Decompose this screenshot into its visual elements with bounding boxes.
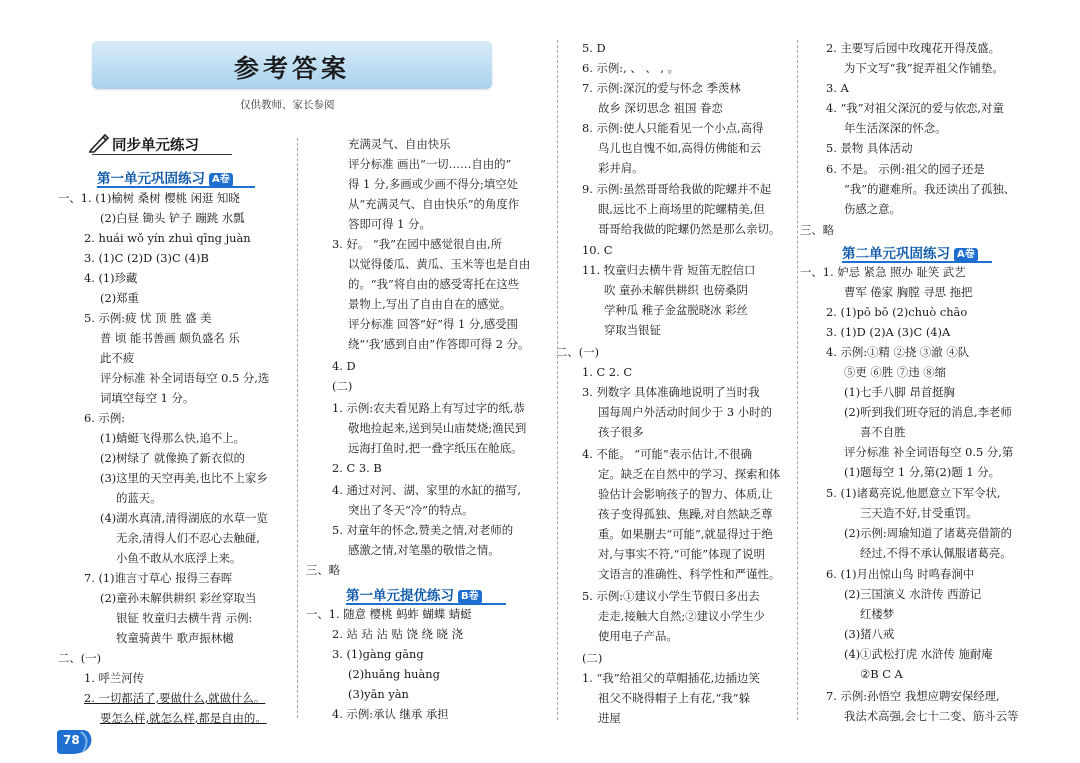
answer-line: 评分标准 补全词语每空 0.5 分,第 <box>844 445 1014 459</box>
unit-heading-2 <box>346 584 482 604</box>
answer-line: 4. 不能。 “可能”表示估计,不很确 <box>582 447 753 461</box>
answer-line: 3. (1)C (2)D (3)C (4)B <box>84 251 209 265</box>
answer-line: 银钲 牧童归去横牛背 示例: <box>116 611 253 625</box>
page-number-badge <box>55 729 95 755</box>
answer-line: 一、1. 随意 樱桃 蚂蚱 蝴蝶 蜻蜓 <box>306 607 472 621</box>
answer-line: 5. 示例:①建议小学生节假日多出去 <box>582 589 760 603</box>
section-heading: 同步单元练习 <box>112 138 199 154</box>
answer-line: 国每周户外活动时间少于 3 小时的 <box>598 405 772 419</box>
answer-line: 1. 示例:农夫看见路上有写过字的纸,恭 <box>332 401 525 415</box>
answer-line: 远海打鱼时,把一叠字纸压在舱底。 <box>348 441 523 455</box>
answer-line: (1)七手八脚 昂首挺胸 <box>844 385 955 399</box>
answer-line: 6. 示例:, 、 、 , 。 <box>582 61 680 75</box>
answer-line: 答即可得 1 分。 <box>348 217 431 231</box>
answer-line: 一、1. (1)榆树 桑树 樱桃 闲逛 知晓 <box>58 191 240 205</box>
answer-line: 红楼梦 <box>860 607 895 621</box>
answer-line: 走走,接触大自然;②建议小学生少 <box>598 609 765 623</box>
answer-line: 2. 主要写后园中玫瑰花开得茂盛。 <box>826 41 1000 55</box>
answer-line: 故乡 深切思念 祖国 眷恋 <box>598 101 723 115</box>
answer-line: 5. D <box>582 41 606 55</box>
answer-line: 11. 牧童归去横牛背 短笛无腔信口 <box>582 263 756 277</box>
answer-line: 文语言的准确性、科学性和严谨性。 <box>598 567 781 581</box>
answer-line: 突出了冬天“冷”的特点。 <box>348 503 474 517</box>
answer-line: 6. 不是。 示例:祖父的园子还是 <box>826 162 985 176</box>
answer-line: 哥哥给我做的陀螺仍然是那么亲切。 <box>598 222 781 236</box>
answer-line: 评分标准 补全词语每空 0.5 分,选 <box>100 371 270 385</box>
answer-line: 6. (1)月出惊山鸟 时鸣春涧中 <box>826 567 975 581</box>
answer-line: 敬地捡起来,送到吴山庙焚烧;渔民到 <box>348 421 527 435</box>
answer-line: 9. 示例:虽然哥哥给我做的陀螺并不起 <box>582 182 772 196</box>
answer-line: (二) <box>582 651 603 665</box>
unit-heading-1 <box>97 167 233 187</box>
answer-line: 孩子很多 <box>598 425 644 439</box>
divider-1 <box>297 138 298 718</box>
answer-line: 1. 呼兰河传 <box>84 671 145 685</box>
answer-line: (2)郑重 <box>100 291 139 305</box>
divider-2 <box>557 40 558 720</box>
answer-line: 经过,不得不承认佩服诸葛亮。 <box>860 546 1012 560</box>
answer-line: 5. 对童年的怀念,赞美之情,对老师的 <box>332 523 514 537</box>
answer-line: (二) <box>332 379 353 393</box>
answer-line: 此不疲 <box>100 351 135 365</box>
answer-line: 使用电子产品。 <box>598 629 678 643</box>
answer-line: 二、(一) <box>58 651 102 665</box>
answer-line: 6. 示例: <box>84 411 126 425</box>
level-badge: A卷 <box>209 173 233 187</box>
answer-line: “我”的避难所。我还读出了孤独、 <box>844 182 1016 196</box>
answer-line: 喜不自胜 <box>860 425 906 439</box>
answer-line: 一、1. 妒忌 紧急 照办 耻笑 武艺 <box>800 265 966 279</box>
unit-title: 第一单元提优练习 <box>346 588 454 604</box>
answer-line: 7. 示例:孙悟空 我想应聘安保经理, <box>826 689 1000 703</box>
answer-line: 2. C 3. B <box>332 461 382 475</box>
answer-line: 小鱼不敢从水底浮上来。 <box>116 551 242 565</box>
answer-line: 10. C <box>582 243 613 257</box>
answer-line: (1)题每空 1 分,第(2)题 1 分。 <box>844 465 1000 479</box>
answer-line: 绕“‘我’感到自由”作答即可得 2 分。 <box>348 337 530 351</box>
answer-line: (2)树绿了 就像换了新衣似的 <box>100 451 246 465</box>
answer-line: 3. 列数字 具体准确地说明了当时我 <box>582 385 760 399</box>
answer-line: (4)湖水真清,清得湖底的水草一览 <box>100 511 268 525</box>
answer-line: 充满灵气、自由快乐 <box>348 137 451 151</box>
answer-line: 要怎么样,就怎么样,都是自由的。 <box>100 711 267 725</box>
answer-line: 重。如果删去“可能”,就显得过于绝 <box>598 527 773 541</box>
unit-underline <box>842 261 992 263</box>
pencil-icon <box>88 133 110 153</box>
answer-line: (2)三国演义 水浒传 西游记 <box>844 587 982 601</box>
answer-line: 无余,清得人们不忍心去触碰, <box>116 531 260 545</box>
answer-line: 孩子变得孤独、焦躁,对自然缺乏尊 <box>598 507 773 521</box>
answer-line: 1. “我”给祖父的草帽插花,边插边笑 <box>582 671 760 685</box>
answer-line: 3. (1)gàng gāng <box>332 647 424 661</box>
answer-line: 4. D <box>332 359 356 373</box>
answer-line: ⑤更 ⑥胜 ⑦违 ⑧缩 <box>844 365 946 379</box>
answer-line: 8. 示例:使人只能看见一个小点,高得 <box>582 121 764 135</box>
unit-heading-3 <box>842 242 978 262</box>
answer-line: 感激之情,对笔墨的敬惜之情。 <box>348 543 500 557</box>
answer-line: (4)①武松打虎 水浒传 施耐庵 <box>844 647 993 661</box>
answer-line: 彩并肩。 <box>598 161 644 175</box>
answer-line: 进屋 <box>598 711 621 725</box>
answer-line: 眼,远比不上商场里的陀螺精美,但 <box>598 202 765 216</box>
answer-line: 4. (1)珍藏 <box>84 271 138 285</box>
answer-line: 7. 示例:深沉的爱与怀念 季羡林 <box>582 81 741 95</box>
answer-line: 1. C 2. C <box>582 365 633 379</box>
answer-line: 评分标准 画出“一切……自由的” <box>348 157 512 171</box>
answer-line: (2)童孙未解供耕织 彩丝穿取当 <box>100 591 257 605</box>
answer-line: 2. huái wǒ yín zhuì qīng juàn <box>84 231 251 245</box>
title-banner <box>92 41 492 89</box>
answer-line: 得 1 分,多画或少画不得分;填空处 <box>348 177 519 191</box>
unit-underline <box>346 603 506 605</box>
level-badge: A卷 <box>954 248 978 262</box>
answer-line: (1)蜻蜓飞得那么快,追不上。 <box>100 431 246 445</box>
answer-line: 的。“我”将自由的感受寄托在这些 <box>348 277 520 291</box>
unit-title: 第一单元巩固练习 <box>97 171 205 187</box>
answer-line: (3)猪八戒 <box>844 627 895 641</box>
page-title: 参考答案 <box>233 54 350 83</box>
answer-line: 景物上,写出了自由自在的感觉。 <box>348 297 512 311</box>
answer-line: 评分标准 回答“好”得 1 分,感受围 <box>348 317 519 331</box>
answer-line: 穿取当银钲 <box>604 323 661 337</box>
answer-line: (2)白昼 锄头 铲子 蹦跳 水瓢 <box>100 211 245 225</box>
answer-line: 二、(一) <box>556 345 600 359</box>
answer-line: 3. 好。 “我”在园中感觉很自由,所 <box>332 237 503 251</box>
answer-line: 为下文写“我”捉弄祖父作铺垫。 <box>844 61 1004 75</box>
answer-line: 从“充满灵气、自由快乐”的角度作 <box>348 197 520 211</box>
answer-line: 年生活深深的怀念。 <box>844 121 947 135</box>
answer-line: 对,与事实不符,“可能”体现了说明 <box>598 547 765 561</box>
answer-line: 验估计会影响孩子的智力、体质,让 <box>598 487 773 501</box>
answer-line: 5. (1)诸葛亮说,他愿意立下军令状, <box>826 486 1001 500</box>
answer-line: 普 顷 能书善画 颇负盛名 乐 <box>100 331 240 345</box>
divider-3 <box>797 40 798 720</box>
answer-line: 定。缺乏在自然中的学习、探索和体 <box>598 467 781 481</box>
answer-line: 三、略 <box>800 223 835 237</box>
answer-line: 5. 景物 具体活动 <box>826 141 913 155</box>
answer-line: 4. “我”对祖父深沉的爱与依恋,对童 <box>826 101 1004 115</box>
answer-line: 以觉得倭瓜、黄瓜、玉米等也是自由 <box>348 257 531 271</box>
answer-line: 4. 通过对河、湖、家里的水缸的描写, <box>332 483 521 497</box>
answer-line: 2. (1)pō bō (2)chuò chāo <box>826 305 968 319</box>
answer-line: (2)示例:周瑜知道了诸葛亮借箭的 <box>844 526 1013 540</box>
answer-line: 5. 示例:疲 忧 顶 胜 盛 美 <box>84 311 212 325</box>
subtitle: 仅供教师、家长参阅 <box>240 99 335 111</box>
answer-line: 鸟儿也自愧不如,高得仿佛能和云 <box>598 141 762 155</box>
page-number: 78 <box>63 733 80 747</box>
level-badge: B卷 <box>458 590 482 604</box>
answer-line: (2)huǎng huàng <box>348 667 440 681</box>
answer-line: 4. 示例:承认 继承 承担 <box>332 707 449 721</box>
answer-line: 3. (1)D (2)A (3)C (4)A <box>826 325 951 339</box>
answer-line: ②B C A <box>860 667 903 681</box>
answer-line: (3)这里的天空再美,也比不上家乡 <box>100 471 268 485</box>
answer-line: 伤感之意。 <box>844 202 901 216</box>
answer-line: 2. 一切都活了,要做什么,就做什么。 <box>84 691 266 705</box>
answer-line: 词填空每空 1 分。 <box>100 391 195 405</box>
answer-line: 祖父不晓得帽子上有花,“我”躲 <box>598 691 750 705</box>
answer-line: 三、略 <box>306 563 341 577</box>
answer-line: 学种瓜 稚子金盆脱晓冰 彩丝 <box>604 303 748 317</box>
answer-line: 三天造不好,甘受重罚。 <box>860 506 978 520</box>
answer-line: 的蓝天。 <box>116 491 162 505</box>
unit-underline <box>97 186 255 188</box>
answer-line: (3)yān yàn <box>348 687 409 701</box>
answer-line: 曹军 倦家 胸膛 寻思 拖把 <box>844 285 973 299</box>
section-underline <box>92 154 232 155</box>
answer-line: 牧童骑黄牛 歌声振林樾 <box>116 631 234 645</box>
answer-line: 3. A <box>826 81 849 95</box>
answer-line: 7. (1)谁言寸草心 报得三春晖 <box>84 571 233 585</box>
answer-line: 我法术高强,会七十二变、筋斗云等 <box>844 709 1019 723</box>
answer-line: 4. 示例:①精 ②挠 ③澈 ④队 <box>826 345 970 359</box>
answer-line: 2. 站 玷 沾 贴 饶 绕 晓 浇 <box>332 627 463 641</box>
answer-line: 吹 童孙未解供耕织 也傍桑阴 <box>604 283 748 297</box>
unit-title: 第二单元巩固练习 <box>842 246 950 262</box>
answer-line: (2)听到我们班夺冠的消息,李老师 <box>844 405 1012 419</box>
